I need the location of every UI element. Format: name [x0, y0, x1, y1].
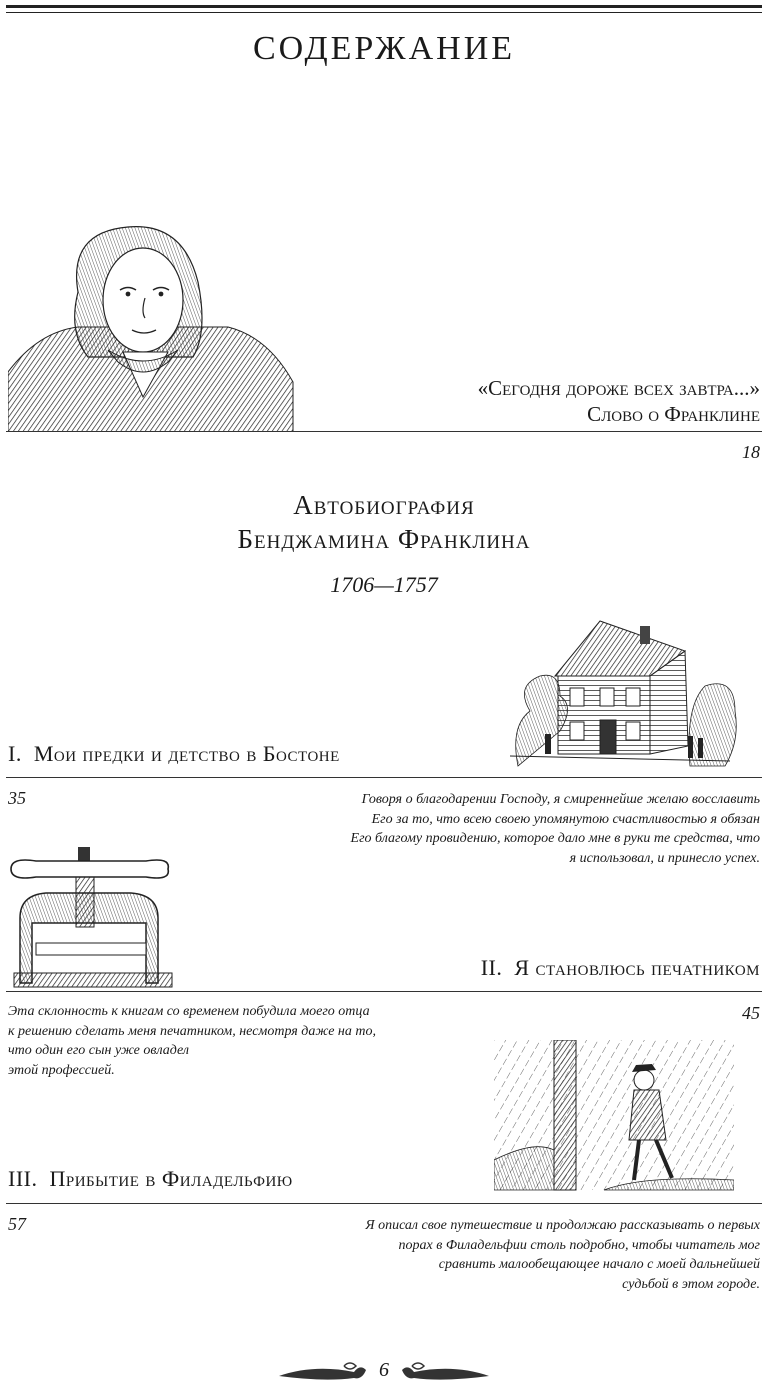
excerpt-line: Говоря о благодарении Господу, я смиреннейше желаю восславить	[361, 792, 760, 807]
chapter-2-rule	[6, 991, 762, 992]
intro-page-number[interactable]: 18	[742, 442, 760, 462]
top-double-rule	[6, 5, 762, 13]
chapter-1-excerpt	[351, 790, 760, 868]
excerpt-line: Его за то, что всею своею упомянутою счастливостью я обязан	[371, 811, 760, 827]
chapter-2-title[interactable]: II. Я становлюсь печатником	[480, 955, 760, 980]
chapter-2-excerpt	[8, 1002, 376, 1080]
chapter-1-title[interactable]: I. Мои предки и детство в Бостоне	[8, 741, 340, 766]
page-number: 6	[379, 1359, 389, 1381]
book-years: 1706—1757	[330, 572, 438, 597]
excerpt-line: судьбой в этом городе.	[622, 1276, 760, 1292]
excerpt-line: порах в Филадельфии столь подробно, чтобы читатель мог	[398, 1237, 760, 1253]
house-engraving-icon	[500, 616, 740, 776]
book-title	[0, 488, 768, 556]
intro-quote-line2: Слово о Франклине	[587, 402, 760, 426]
traveler-in-rain-icon	[494, 1040, 734, 1200]
excerpt-line: сравнить малообещающее начало с моей дальнейшей	[438, 1257, 760, 1272]
excerpt-line: что один его сын уже овладел	[8, 1043, 189, 1058]
chapter-3-title[interactable]: III. Прибытие в Филадельфию	[8, 1166, 293, 1191]
excerpt-line: к решению сделать меня печатником, несмотря даже на то,	[8, 1023, 376, 1039]
chapter-1-page-number[interactable]: 35	[8, 788, 26, 808]
portrait-engraving-icon	[8, 222, 298, 432]
book-title-line2: Бенджамина Франклина	[237, 524, 531, 554]
book-title-line1: Автобиография	[293, 490, 475, 520]
excerpt-line: Его благому провидению, которое дало мне в руки те средства, что	[350, 831, 760, 846]
intro-quote[interactable]	[478, 375, 760, 427]
intro-quote-line1: «Сегодня дороже всех завтра...»	[477, 376, 760, 400]
excerpt-line: этой профессией.	[8, 1062, 115, 1078]
excerpt-line: я использовал, и принесло успех.	[569, 850, 760, 866]
excerpt-line: Эта склонность к книгам со временем побудила моего отца	[8, 1004, 370, 1019]
chapter-2-page-number[interactable]: 45	[742, 1003, 760, 1023]
chapter-3-page-number[interactable]: 57	[8, 1214, 26, 1234]
chapter-3-rule	[6, 1203, 762, 1204]
printing-press-icon	[6, 843, 176, 993]
page-title: СОДЕРЖАНИЕ	[252, 30, 516, 67]
intro-rule	[6, 431, 762, 432]
chapter-3-excerpt	[365, 1216, 760, 1294]
excerpt-line: Я описал свое путешествие и продолжаю рассказывать о первых	[365, 1218, 760, 1233]
chapter-1-rule	[6, 777, 762, 778]
